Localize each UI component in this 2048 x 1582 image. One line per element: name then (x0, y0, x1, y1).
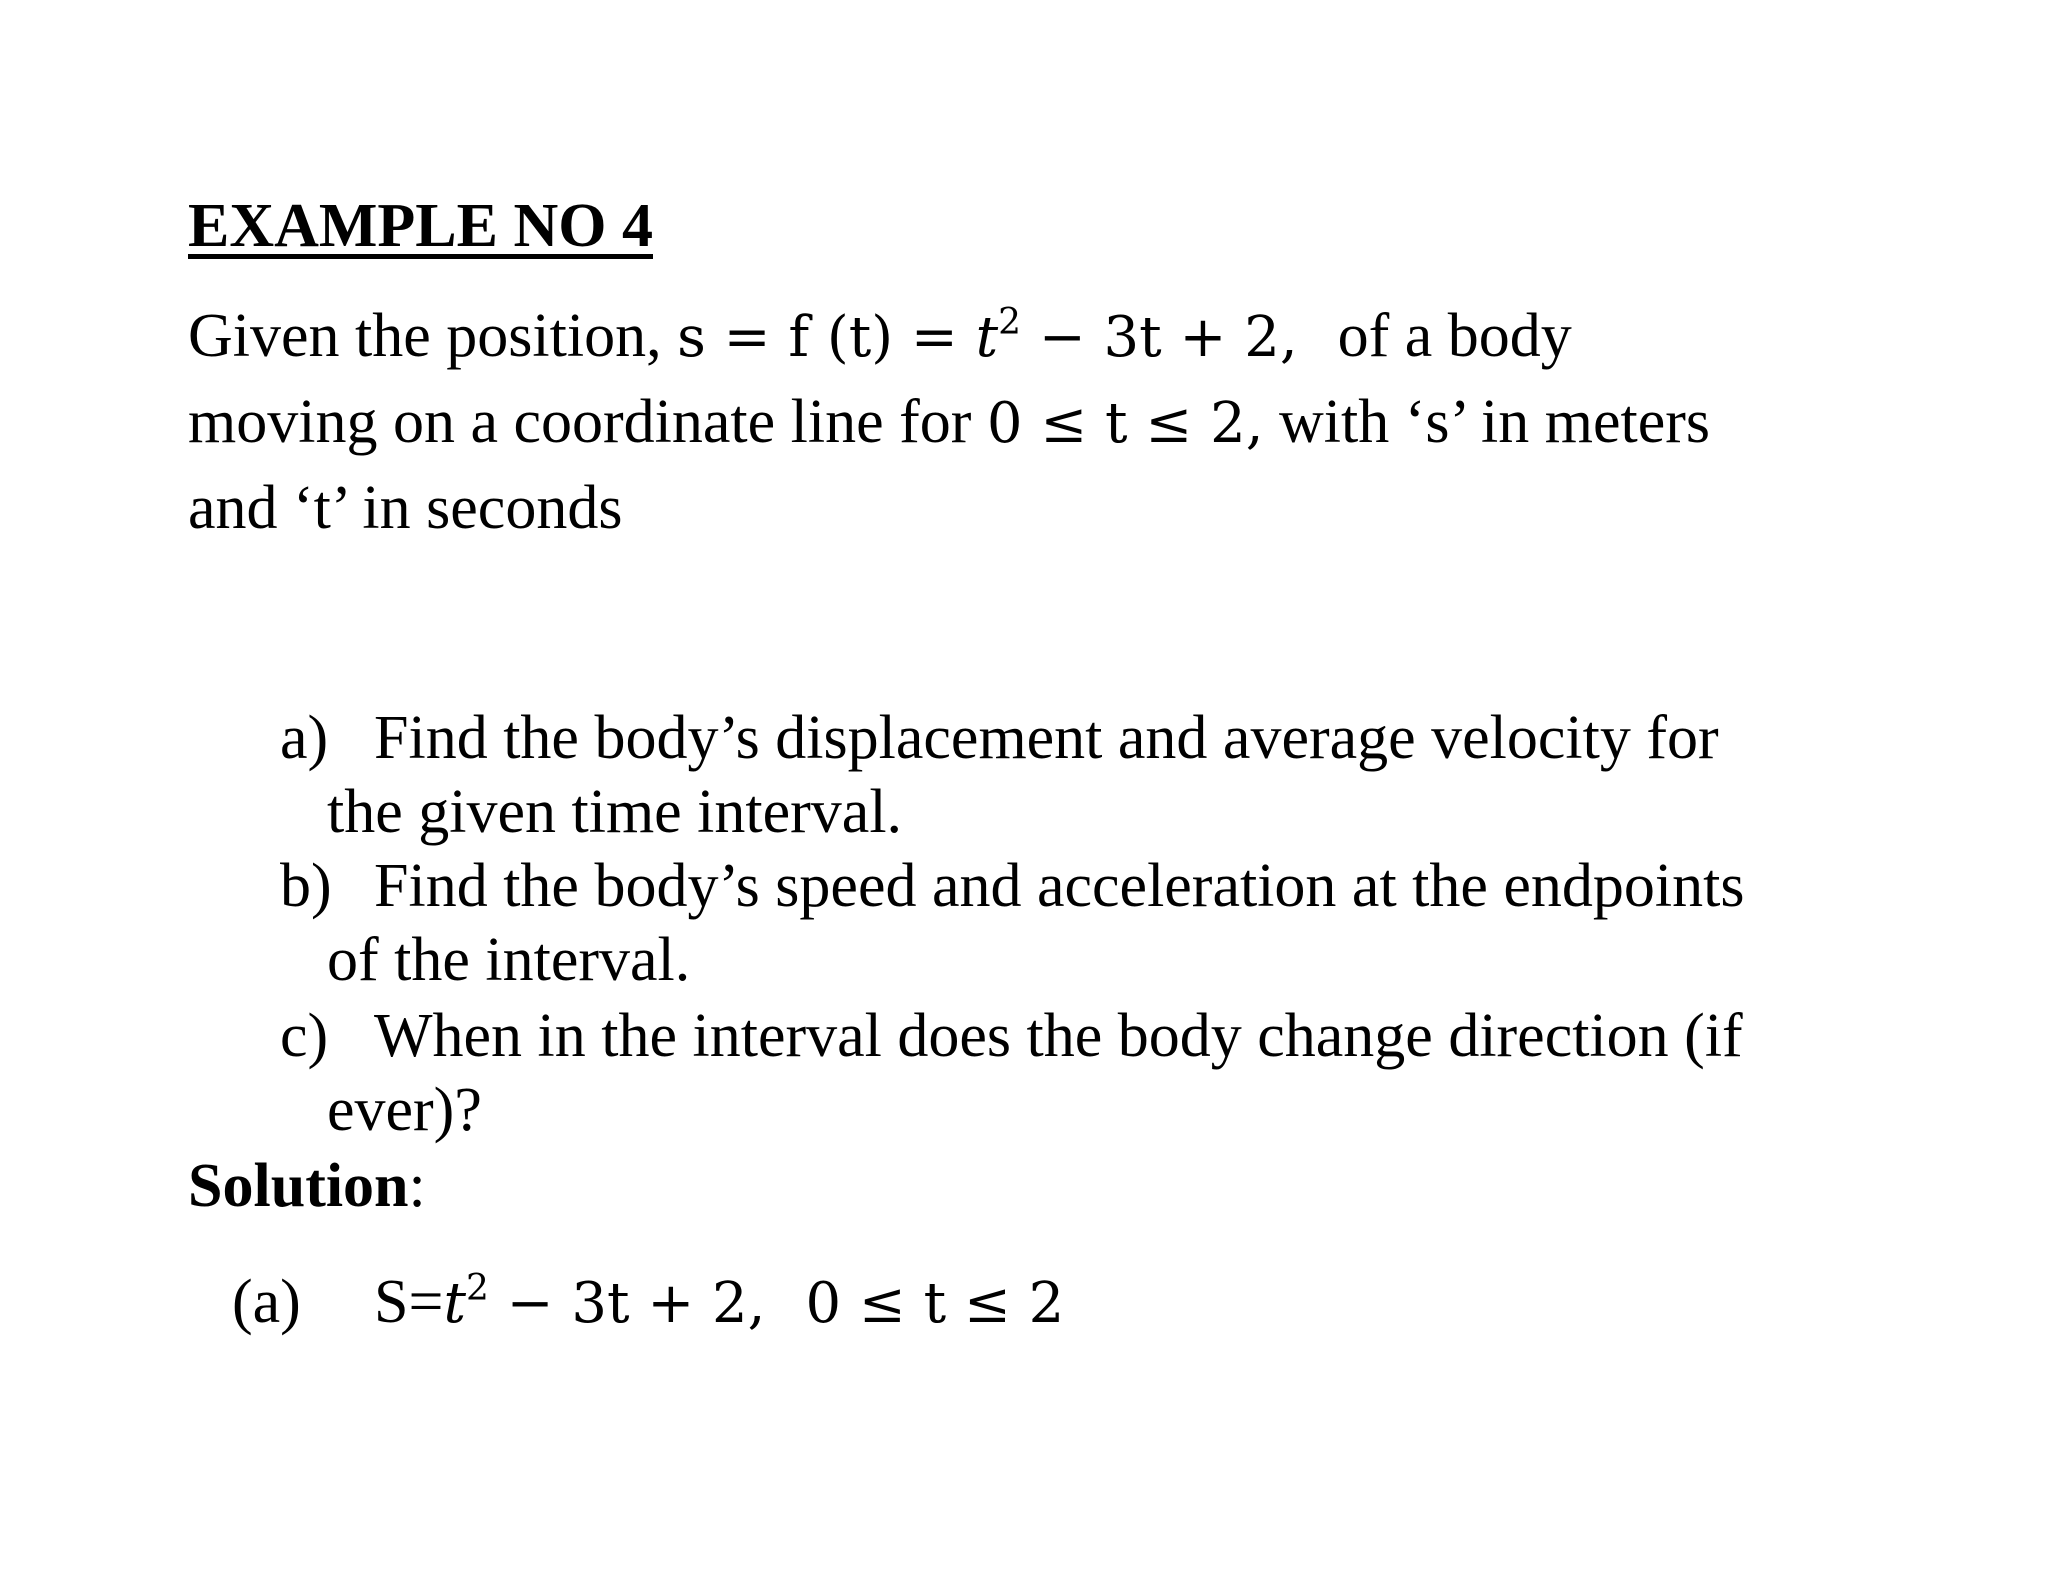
intro-line-2 (188, 386, 1710, 460)
time-interval: 0 ≤ t ≤ 2, (986, 391, 1264, 456)
intro-text: Given the position, (188, 302, 678, 370)
solution-prefix: S= (374, 1268, 444, 1336)
solution-exponent: 2 (465, 1268, 489, 1309)
equation-rest: − 3t + 2, (1021, 305, 1298, 370)
solution-part-a-label: (a) (232, 1268, 301, 1336)
question-b-label: b) (280, 852, 332, 920)
position-equation (677, 302, 1298, 370)
question-a-line-1: Find the body’s displacement and average velocity for (374, 704, 1719, 772)
example-heading: EXAMPLE NO 4 (188, 192, 653, 260)
question-c-line-1: When in the interval does the body change direction (if (374, 1002, 1743, 1070)
question-a-label: a) (280, 704, 329, 772)
solution-colon: : (408, 1152, 426, 1220)
question-c-label: c) (280, 1002, 329, 1070)
intro-line-3: and ‘t’ in seconds (188, 474, 623, 542)
question-a-line-2: the given time interval. (327, 778, 903, 846)
equation-exponent: 2 (998, 302, 1022, 343)
intro-tail: of a body (1337, 302, 1572, 370)
equation-lhs: s = f (t) = (677, 305, 976, 370)
question-b-line-2: of the interval. (327, 926, 691, 994)
solution-label: Solution (188, 1152, 409, 1220)
equation-base: t (975, 305, 999, 370)
solution-range: 0 ≤ t ≤ 2 (805, 1271, 1065, 1336)
intro-text-2: moving on a coordinate line for (188, 388, 987, 456)
solution-rest: − 3t + 2, (488, 1271, 766, 1336)
solution-heading (188, 1150, 426, 1222)
question-b-line-1: Find the body’s speed and acceleration at the endpoints (374, 852, 1745, 920)
intro-line-1 (188, 300, 1572, 374)
intro-tail-2: with ‘s’ in meters (1263, 388, 1711, 456)
solution-base: t (443, 1271, 466, 1336)
solution-part-a-equation (374, 1266, 1064, 1340)
question-c-line-2: ever)? (327, 1076, 482, 1144)
